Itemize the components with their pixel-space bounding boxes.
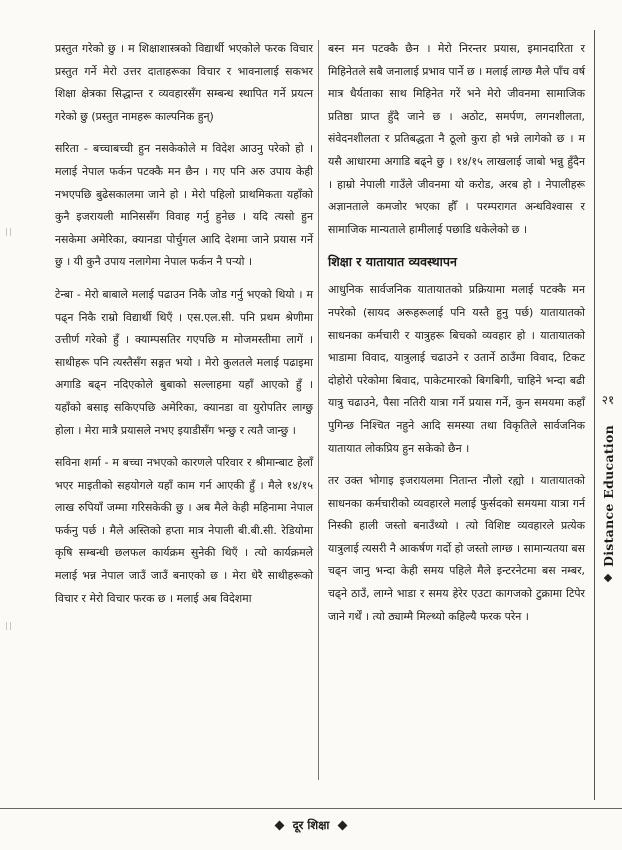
right-column xyxy=(328,38,585,638)
side-rule xyxy=(594,30,595,800)
paragraph-transport-problems: आधुनिक सार्वजनिक यातायातको प्रक्रियामा मलाई पटक्कै मन नपरेको (सायद अरूहरूलाई पनि यस्तै हुनु पर्छ) यातायातको साधनका कर्मचारी र यात्रुहरू बिचको व्यवहार हो । यातायातको भाडामा विवाद, यात्रुलाई चढाउने र उतार्ने ठाउँमा विवाद, टिकट दोहोरो परेकोमा बिवाद, पाकेटमारको बिगबिगी, चाहिने भन्दा बढी यात्रु चढाउने, पैसा नतिरी यात्रा गर्ने प्रयास गर्ने, कुन समयमा कहाँ पुगिन्छ निश्चित नहुने आदि समस्या तथा विकृतिले सार्वजनिक यातायात लोकप्रिय हुन सकेको छैन । xyxy=(328,283,585,455)
page-number: २१ xyxy=(601,393,615,407)
binding-mark xyxy=(6,622,11,630)
footer xyxy=(0,818,622,833)
left-column xyxy=(55,38,313,620)
footer-title: दूर शिक्षा xyxy=(292,818,330,832)
diamond-icon xyxy=(338,821,348,831)
section-label xyxy=(596,425,620,605)
paragraph-israel-experience: तर उक्त भोगाइ इजरायलमा नितान्त नौलो रह्यो । यातायातको साधनका कर्मचारीको व्यवहारले मलाई फुर्सदको समयमा यात्रा गर्न निस्की हाली जस्तो बनाउँथ्यो । त्यो विशिष्ट व्यवहारले प्रत्येक यात्रुलाई त्यसरी नै आकर्षण गर्दो हो जस्तो लाग्छ । सामान्यतया बस चढ्न जानु भन्दा केही समय पहिले मैले इन्टरनेटमा बस नम्बर, चढ्ने ठाउँ, लाग्ने भाडा र समय हेरेर एउटा कागजको टुक्रामा टिपेर जाने गर्थें । त्यो ठ्याम्मै मिल्थ्यो कहिल्यै फरक परेन । xyxy=(328,474,585,623)
binding-mark xyxy=(6,228,11,236)
diamond-icon xyxy=(274,821,284,831)
paragraph-sarita: सरिता - बच्चाबच्ची हुन नसकेकोले म विदेश आउनु परेको हो । मलाई नेपाल फर्कन पटक्कै मन छैन । गए पनि अरु उपाय केही नभएपछि बुढेसकालमा जाने हो । मेरो पहिलो प्राथमिकता यहाँको कुनै इजरायली मानिससँग विवाह गर्नु हुनेछ । यदि त्यसो हुन नसकेमा अमेरिका, क्यानडा पोर्चुगल आदि देशमा जाने प्रयास गर्ने छु । यी कुनै उपाय नलागेमा नेपाल फर्कन नै पर्‍यो । xyxy=(55,142,313,269)
footer-rule xyxy=(0,808,622,809)
paragraph-sabina: सविना शर्मा - म बच्चा नभएको कारणले परिवार र श्रीमान्बाट हेलाँ भएर माइतीको सहयोगले यहाँ काम गर्न आएकी हुँ । मैले १४/१५ लाख रुपियाँ जम्मा गरिसकेकी छु । अब मैले केही महिनामा नेपाल फर्कनु पर्छ । मैले अस्तिको हप्ता मात्र नेपाली बी.बी.सी. रेडियोमा कृषि सम्बन्धी छलफल कार्यक्रम सुनेकी थिएँ । त्यो कार्यक्रमले मलाई भन्न नेपाल जाउँ जाउँ बनाएको छ । मेरा धेरै साथीहरूको विचार र मेरो विचार फरक छ । मलाई अब विदेशमा xyxy=(55,456,313,605)
paragraph-intro: प्रस्तुत गरेको छु । म शिक्षाशास्त्रको विद्यार्थी भएकोले फरक विचार प्रस्तुत गर्ने मेरो उत्तर दाताहरूका विचार र भावनालाई सकभर शिक्षा क्षेत्रका सिद्धान्त र व्यवहारसँग सम्बन्ध स्थापित गर्ने प्रयत्न गरेको छु (प्रस्तुत नामहरू काल्पनिक हुन्) xyxy=(55,42,313,123)
section-heading: शिक्षा र यातायात व्यवस्थापन xyxy=(328,254,457,270)
section-label-text: Distance Education xyxy=(600,425,616,567)
paragraph-tenba: टेन्बा - मेरो बाबाले मलाई पढाउन निकै जोड गर्नु भएको थियो । म पढ्न निकै राम्रो विद्यार्थी थिएँ । एस.एल.सी. पनि प्रथम श्रेणीमा उत्तीर्ण गरेको हुँ । क्याम्पसतिर गएपछि म मोजमस्तीमा लागें । साथीहरू पनि त्यस्तैसँग सङ्गत भयो । मेरो कुलतले मलाई पढाइमा अगाडि बढ्न नदिएकोले बुबाको सल्लाहमा यहाँ आएको हुँ । यहाँको बसाइ सकिएपछि अमेरिका, क्यानडा वा युरोपतिर लाग्छु होला । मेरा मात्रै प्रयासले नभए इयाडीसँग भन्छु र त्यतै जान्छु । xyxy=(55,287,313,437)
column-divider xyxy=(318,40,319,780)
diamond-icon xyxy=(604,574,612,582)
paragraph-continuation: बस्न मन पटक्कै छैन । मेरो निरन्तर प्रयास, इमानदारिता र मिहिनेतले सबै जनालाई प्रभाव पार्ने छ । मलाई लाग्छ मैले पाँच वर्ष मात्र धैर्यताका साथ मिहिनेत गरें भने मेरो जीवनमा सामाजिक प्रतिष्ठा प्राप्त हुँदै जाने छ । अठोट, समर्पण, लगनशीलता, संवेदनशीलता र प्रतिबद्धता नै ठूलो कुरा हो भन्ने लागेको छ । म यसै आधारमा अगाडि बढ्ने छु । १४/१५ लाखलाई जाबो भन्नु हुँदैन । हाम्रो नेपाली गाउँले जीवनमा यो करोड, अरब हो । नेपालीहरू अज्ञानताले कमजोर भएका हौँ । परम्परागत अन्धविश्वास र सामाजिक मान्यताले हामीलाई पछाडि धकेलेको छ । xyxy=(328,42,585,236)
